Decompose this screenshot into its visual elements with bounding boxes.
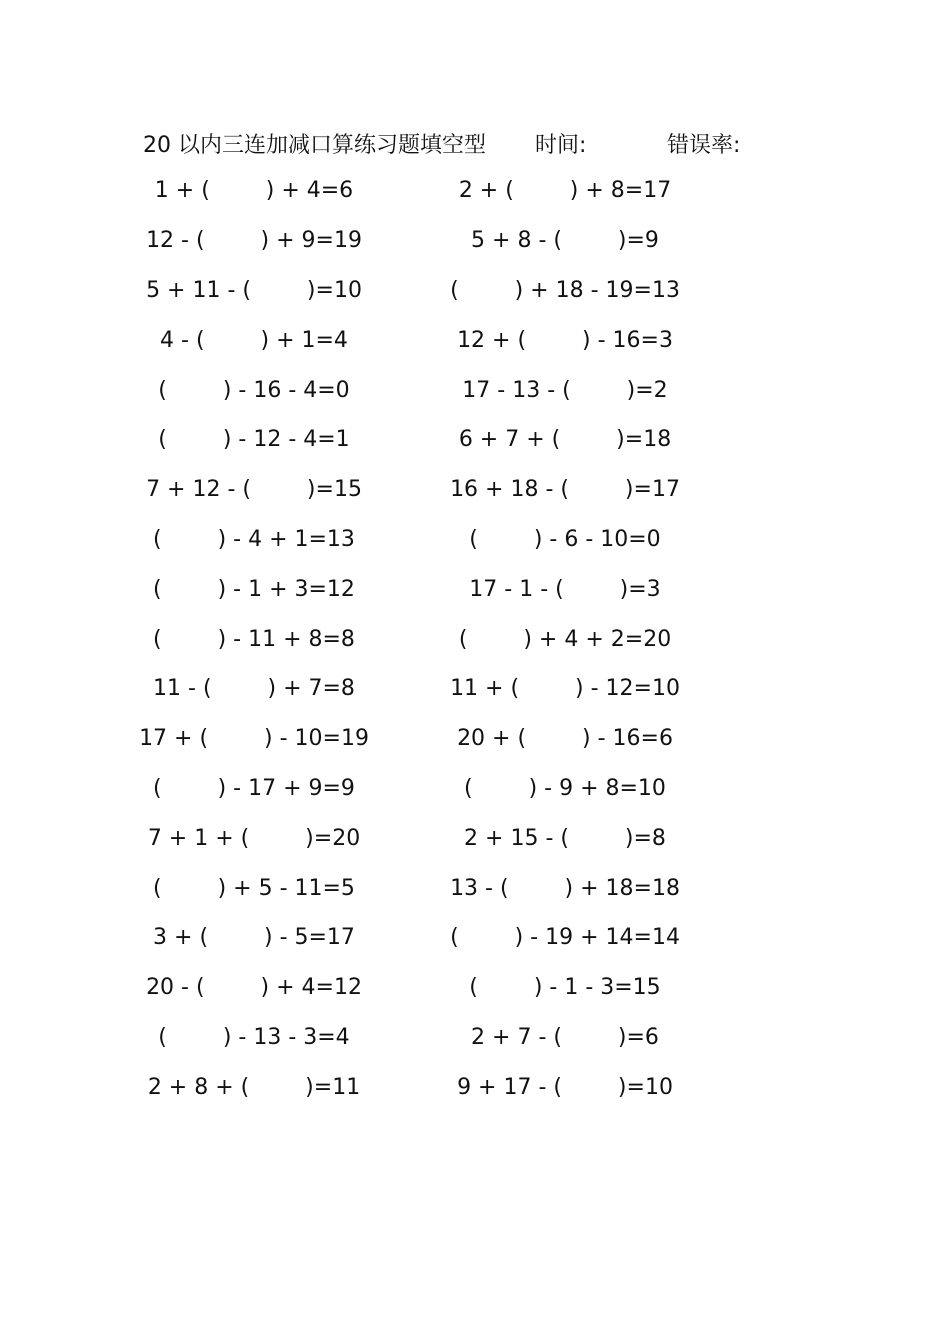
problem-row: ( ) - 12 - 4=1 xyxy=(158,427,350,453)
problem-row: 2 + 7 - ( )=6 xyxy=(471,1024,659,1050)
problem-row: ( ) - 16 - 4=0 xyxy=(158,377,350,403)
problem-row: 9 + 17 - ( )=10 xyxy=(457,1074,673,1100)
problem-row: 16 + 18 - ( )=17 xyxy=(450,477,680,503)
problem-row: 7 + 1 + ( )=20 xyxy=(147,825,361,851)
problem-row: ( ) - 13 - 3=4 xyxy=(158,1024,350,1050)
problem-row: ( ) - 1 + 3=12 xyxy=(153,576,355,602)
problem-row: 5 + 11 - ( )=10 xyxy=(146,277,362,303)
problem-row: 20 + ( ) - 16=6 xyxy=(457,726,673,752)
problem-row: 20 - ( ) + 4=12 xyxy=(146,975,362,1001)
problem-row: 17 - 13 - ( )=2 xyxy=(462,377,668,403)
problem-row: 1 + ( ) + 4=6 xyxy=(154,178,354,204)
problem-row: 17 + ( ) - 10=19 xyxy=(139,726,369,752)
problem-row: 2 + 8 + ( )=11 xyxy=(147,1074,361,1100)
problem-row: ( ) - 19 + 14=14 xyxy=(450,925,680,951)
problem-row: 11 + ( ) - 12=10 xyxy=(450,676,680,702)
problem-row: ( ) + 4 + 2=20 xyxy=(458,626,672,652)
worksheet-header xyxy=(143,124,783,164)
problem-row: 6 + 7 + ( )=18 xyxy=(458,427,672,453)
problem-row: ( ) - 9 + 8=10 xyxy=(464,775,666,801)
problem-row: 4 - ( ) + 1=4 xyxy=(160,327,348,353)
problem-row: 12 + ( ) - 16=3 xyxy=(457,327,673,353)
left-problem-column xyxy=(129,166,379,1112)
problem-row: 5 + 8 - ( )=9 xyxy=(471,228,659,254)
problem-row: ( ) - 17 + 9=9 xyxy=(153,775,355,801)
problem-row: 2 + ( ) + 8=17 xyxy=(458,178,672,204)
problem-row: 2 + 15 - ( )=8 xyxy=(464,825,666,851)
problem-row: 12 - ( ) + 9=19 xyxy=(146,228,362,254)
time-label: 时间: xyxy=(535,133,587,158)
right-problem-column xyxy=(440,166,690,1112)
problem-row: 17 - 1 - ( )=3 xyxy=(469,576,661,602)
problem-row: ( ) + 18 - 19=13 xyxy=(450,277,680,303)
problem-row: ( ) - 6 - 10=0 xyxy=(469,526,661,552)
worksheet-title: 20 以内三连加减口算练习题填空型 xyxy=(143,133,486,158)
error-rate-label: 错误率: xyxy=(667,133,741,158)
problem-row: 11 - ( ) + 7=8 xyxy=(153,676,355,702)
problem-row: 13 - ( ) + 18=18 xyxy=(450,875,680,901)
problem-row: ( ) - 4 + 1=13 xyxy=(153,526,355,552)
problem-row: 3 + ( ) - 5=17 xyxy=(153,925,355,951)
problem-row: ( ) - 11 + 8=8 xyxy=(153,626,355,652)
problem-row: ( ) - 1 - 3=15 xyxy=(469,975,661,1001)
problem-row: 7 + 12 - ( )=15 xyxy=(146,477,362,503)
problem-row: ( ) + 5 - 11=5 xyxy=(153,875,355,901)
